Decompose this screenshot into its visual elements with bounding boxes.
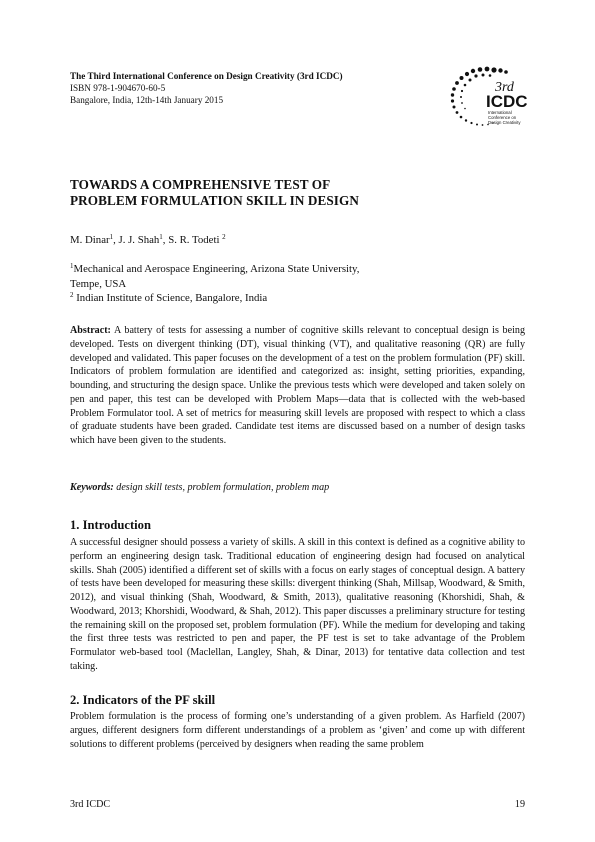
affiliations xyxy=(70,262,359,306)
author-separator: , xyxy=(113,234,119,246)
keywords xyxy=(70,482,329,493)
icdc-logo-graphic xyxy=(448,64,532,132)
location-dates: Bangalore, India, 12th-14th January 2015 xyxy=(70,95,224,106)
logo-acronym: ICDC xyxy=(486,92,528,111)
author-affil-mark: 2 xyxy=(222,233,226,241)
affiliation-line xyxy=(70,291,359,306)
logo-line3: Design Creativity xyxy=(488,120,521,125)
title-line-1: TOWARDS A COMPREHENSIVE TEST OF xyxy=(70,177,331,192)
page-number: 19 xyxy=(514,799,525,810)
author-affil-mark: 1 xyxy=(159,233,163,241)
author-name: S. R. Todeti xyxy=(168,234,223,246)
paper-title xyxy=(70,177,359,209)
logo-edition: 3rd xyxy=(495,80,514,95)
affiliation-text: Indian Institute of Science, Bangalore, India xyxy=(73,292,268,305)
conference-header xyxy=(70,70,343,107)
affiliation-line xyxy=(70,277,359,292)
logo-line2: Conference on xyxy=(488,115,517,120)
affiliation-mark: 2 xyxy=(70,291,74,300)
author-name: J. J. Shah xyxy=(118,234,160,246)
affiliation-text: Mechanical and Aerospace Engineering, Arizona State University, xyxy=(73,263,360,275)
section-heading-introduction: 1. Introduction xyxy=(70,518,151,532)
author-name: M. Dinar xyxy=(70,234,110,246)
keywords-text: design skill tests, problem formulation, problem map xyxy=(113,482,330,493)
author-list xyxy=(70,234,226,246)
author-separator: , xyxy=(162,234,169,246)
section-body-pf-indicators: Problem formulation is the process of forming one’s understanding of a given problem. As Harfield (2007) argues, different designers form different understandings of a problem as ‘given’ and come up with different solutions to different problems (perceived by designers when reading the same problem xyxy=(70,711,525,750)
title-line-2: PROBLEM FORMULATION SKILL IN DESIGN xyxy=(70,193,360,208)
author-affil-mark: 1 xyxy=(109,233,114,241)
footer-conference: 3rd ICDC xyxy=(70,799,111,810)
isbn: ISBN 978-1-904670-60-5 xyxy=(70,83,166,94)
icdc-logo xyxy=(448,64,532,132)
keywords-label: Keywords: xyxy=(70,482,114,493)
section-body-introduction: A successful designer should possess a variety of skills. A skill in this context is defined as a cognitive ability to perform an engineering design task. Traditional education of engineering design had focused on analytical skills. Shah (2005) identified a different set of skills with a focus on early stages of conceptual design. A battery of tests have been developed for measuring these skills: divergent thinking (Shah, Millsap, Woodward, & Smith, 2012), and visual thinking (Shah, Woodward, & Smith, 2013), qualitative reasoning (Khorshidi, Shah, & Woodward, 2013; Khorshidi, Woodward, & Shah, 2012). This paper discusses a preliminary structure for testing the remaining skill on the proposed set, problem formulation (PF). While the medium for developing and taking the first three tests was restricted to pen and paper, the PF test is set to take advantage of the Problem Formulator web-based tool (Maclellan, Langley, Shah, & Dinar, 2013) for tentative data collection and test taking. xyxy=(70,537,525,672)
section-heading-pf-indicators: 2. Indicators of the PF skill xyxy=(70,693,216,707)
abstract-label: Abstract: xyxy=(70,325,111,336)
logo-line1: International xyxy=(488,110,512,115)
affiliation-line xyxy=(70,262,359,277)
affiliation-mark: 1 xyxy=(70,262,74,270)
abstract-text: A battery of tests for assessing a number of cognitive skills relevant to conceptual design is being developed. Tests on divergent thinking (DT), visual thinking (VT), and qualitative reasoning (QR) are fully developed and validated. This paper focuses on the development of a test on the problem formulation (PF) skill. Indicators of problem formulation are identified and categorized as: insight, setting priorities, expanding, bounding, and structuring the design space. Unlike the previous tests which were developed and taken solely on pen and paper, this test can be developed with Problem Maps—data that is collected with the web-based Problem Formulator tool. A set of metrics for measuring skill levels are proposed with respect to which a class of graduate students have been graded. Candidate test items are discussed based on a number of design tasks which have been given to the students. xyxy=(70,325,525,446)
abstract xyxy=(70,324,525,448)
conference-name: The Third International Conference on Design Creativity (3rd ICDC) xyxy=(70,71,343,81)
affiliation-text: Tempe, USA xyxy=(70,277,127,290)
